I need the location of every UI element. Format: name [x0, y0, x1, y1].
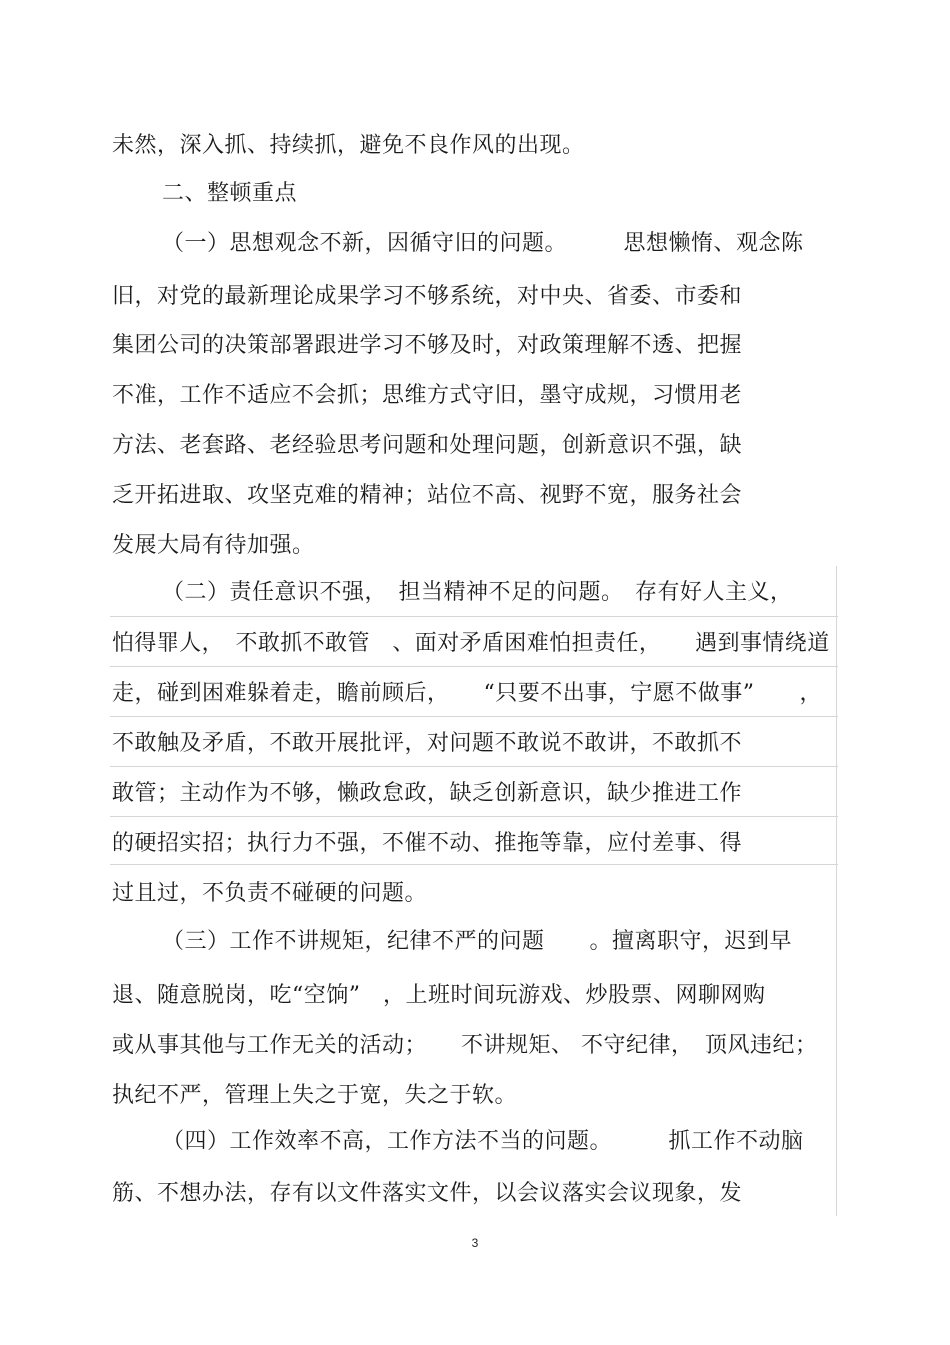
- text-line: 集团公司的决策部署跟进学习不够及时，对政策理解不透、把握: [112, 333, 743, 358]
- text-line: 方法、老套路、老经验思考问题和处理问题，创新意识不强，缺: [112, 433, 743, 458]
- rule-line: [110, 816, 838, 817]
- text-line: （一）思想观念不新，因循守旧的问题。 思想懒惰、观念陈: [162, 231, 804, 256]
- text-line: 怕得罪人， 不敢抓不敢管 、面对矛盾困难怕担责任， 遇到事情绕道: [112, 631, 830, 656]
- rule-line: [110, 716, 838, 717]
- text-line: 不敢触及矛盾，不敢开展批评，对问题不敢说不敢讲，不敢抓不: [112, 731, 743, 756]
- text-line: 旧，对党的最新理论成果学习不够系统，对中央、省委、市委和: [112, 284, 743, 309]
- text-line: 敢管；主动作为不够，懒政怠政，缺乏创新意识，缺少推进工作: [112, 781, 743, 806]
- text-line: 过且过，不负责不碰硬的问题。: [112, 881, 428, 906]
- text-line: 的硬招实招；执行力不强，不催不动、推拖等靠，应付差事、得: [112, 831, 743, 856]
- text-line: （三）工作不讲规矩，纪律不严的问题 。擅离职守，迟到早: [162, 929, 793, 954]
- text-line: 发展大局有待加强。: [112, 533, 315, 558]
- text-line: 或从事其他与工作无关的活动； 不讲规矩、 不守纪律， 顶风违纪；: [112, 1033, 818, 1058]
- page-number: 3: [471, 1236, 479, 1250]
- rule-line-vertical: [836, 566, 837, 1216]
- section-heading: 二、整顿重点: [162, 181, 298, 206]
- text-line: （二）责任意识不强， 担当精神不足的问题。 存有好人主义，: [162, 580, 793, 605]
- rule-line: [110, 766, 838, 767]
- text-line: 未然，深入抓、持续抓，避免不良作风的出现。: [112, 133, 585, 158]
- text-line: 退、随意脱岗，吃“空饷” ，上班时间玩游戏、炒股票、网聊网购: [112, 983, 766, 1008]
- text-line: 走，碰到困难躲着走，瞻前顾后， “只要不出事，宁愿不做事” ，: [112, 681, 822, 706]
- text-line: 筋、不想办法，存有以文件落实文件，以会议落实会议现象，发: [112, 1181, 743, 1206]
- rule-line: [110, 616, 838, 617]
- rule-line: [110, 864, 838, 865]
- text-line: （四）工作效率不高，工作方法不当的问题。 抓工作不动脑: [162, 1129, 804, 1154]
- text-line: 乏开拓进取、攻坚克难的精神；站位不高、视野不宽，服务社会: [112, 483, 743, 508]
- text-line: 执纪不严，管理上失之于宽，失之于软。: [112, 1083, 518, 1108]
- text-line: 不准，工作不适应不会抓；思维方式守旧，墨守成规，习惯用老: [112, 383, 743, 408]
- rule-line: [110, 666, 838, 667]
